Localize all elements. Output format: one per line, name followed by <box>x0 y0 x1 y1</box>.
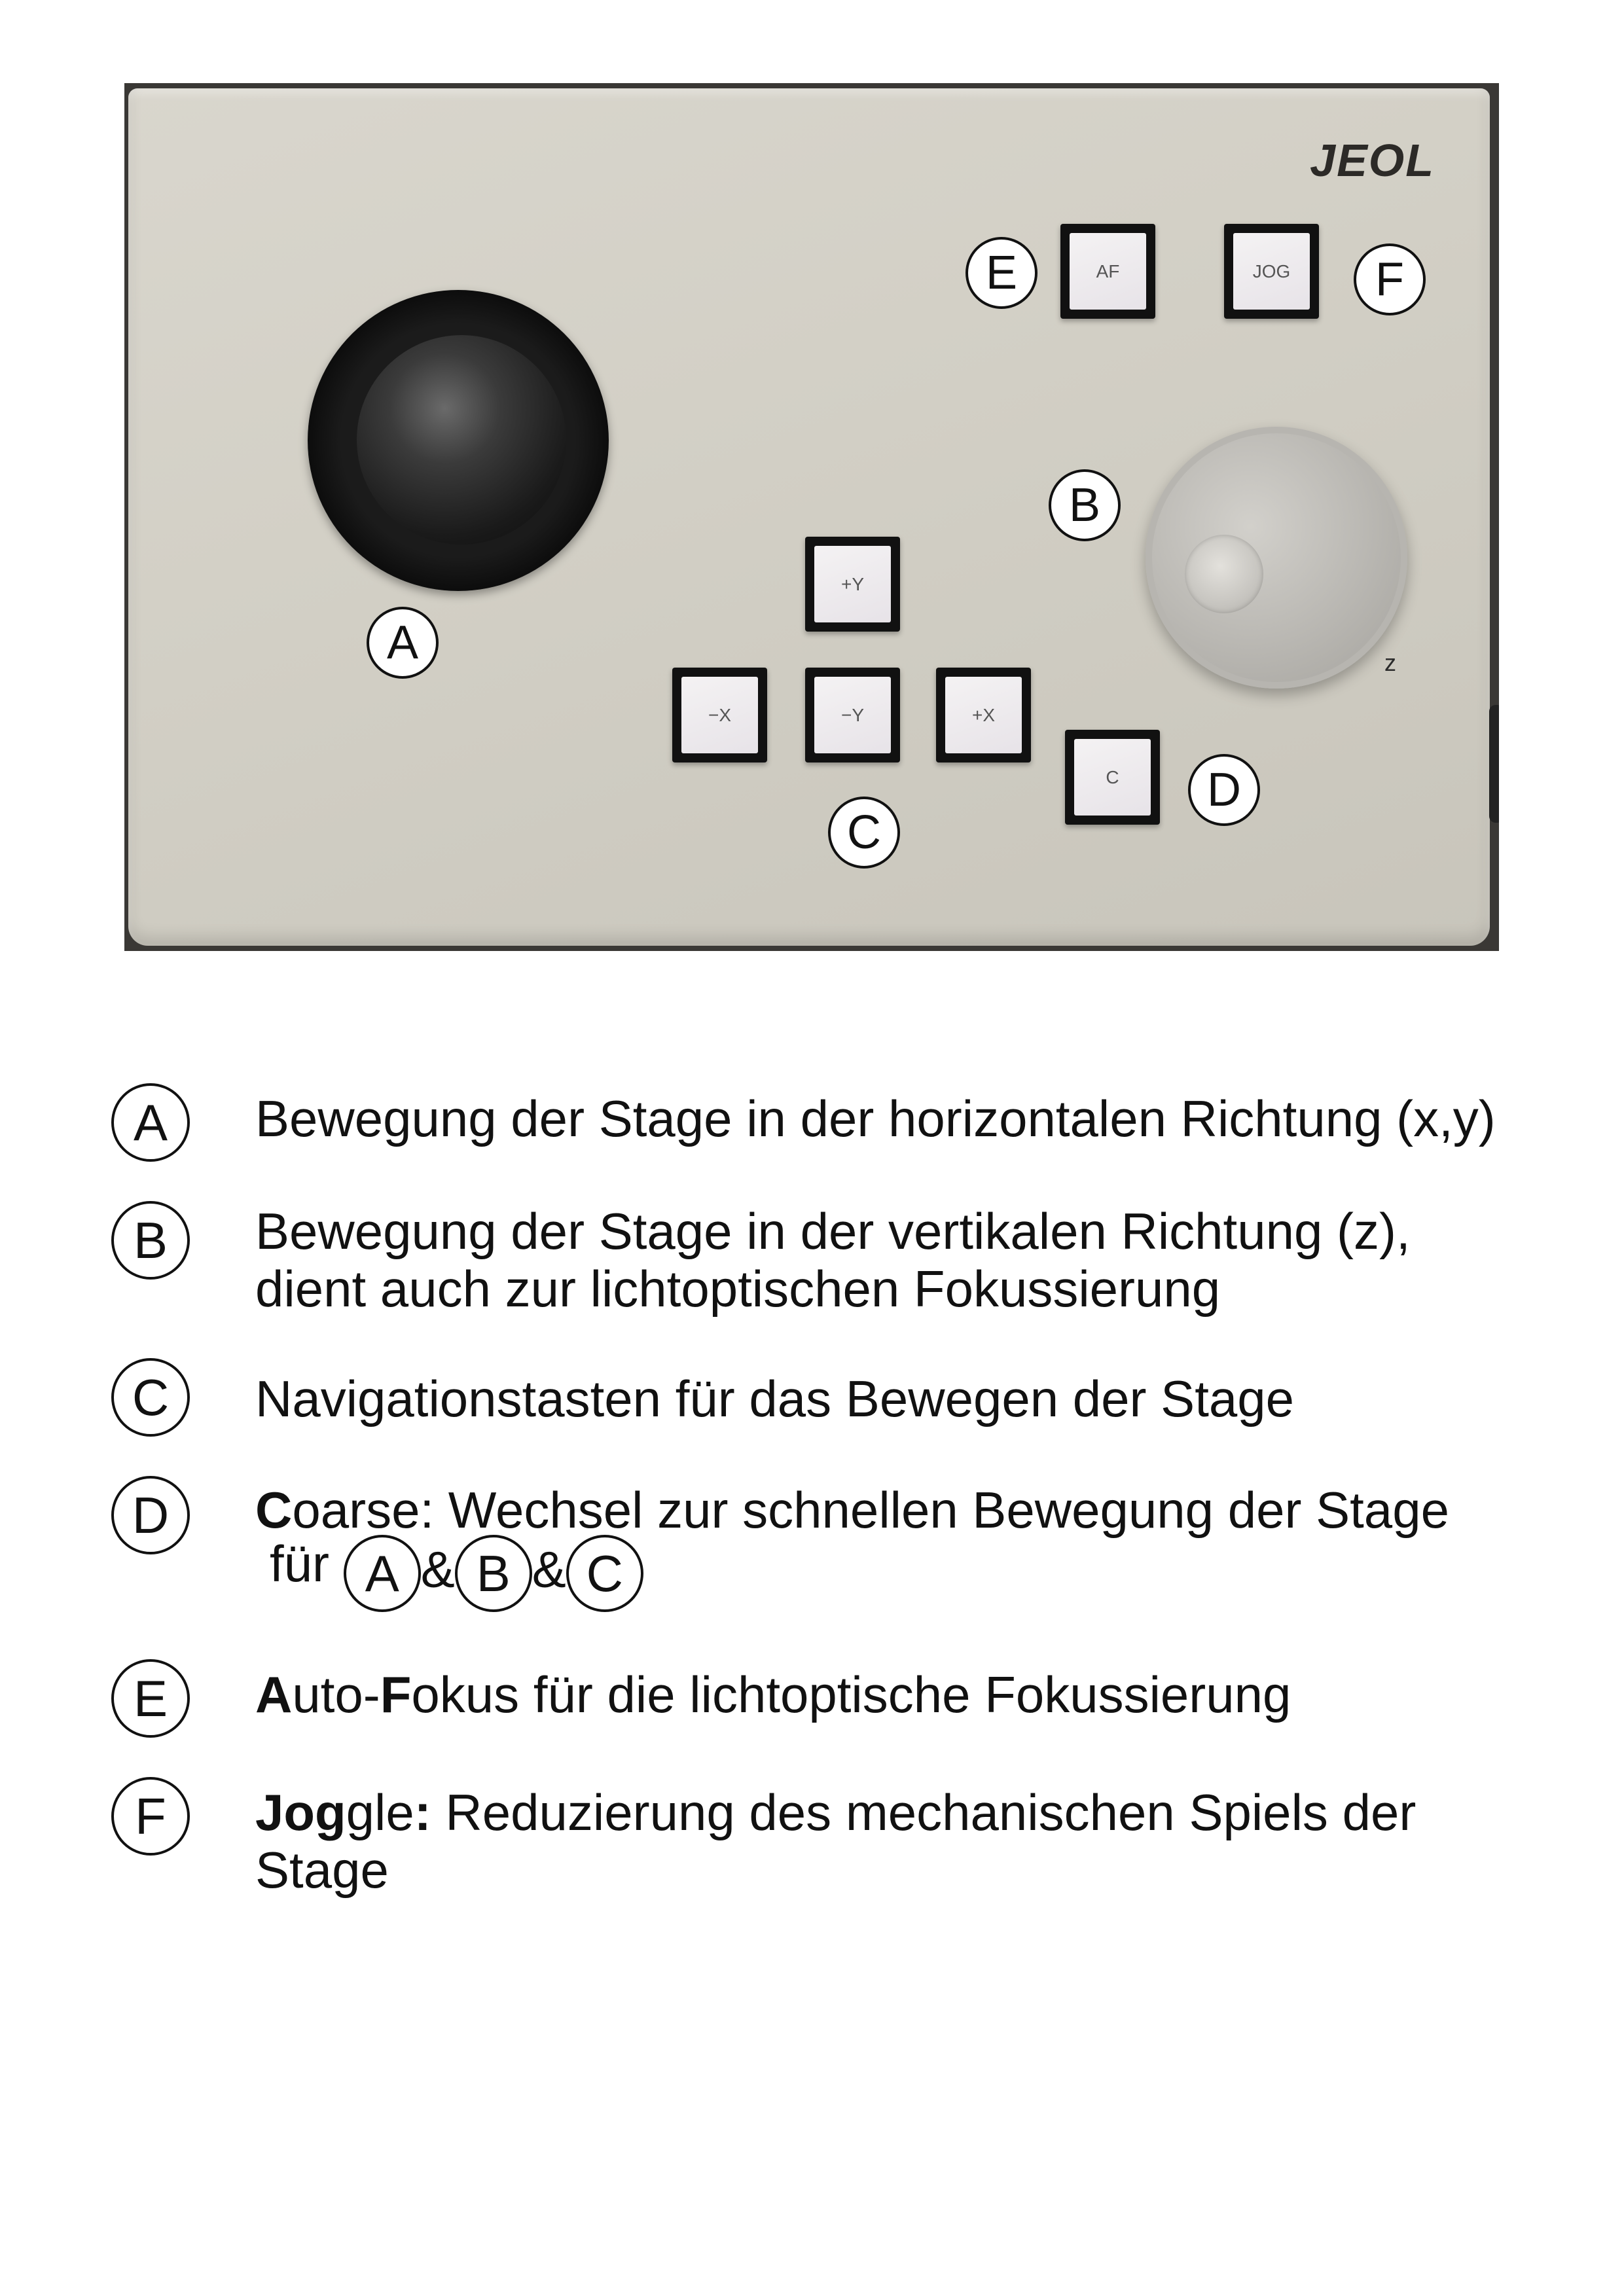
legend-letter-b: B <box>111 1201 190 1280</box>
minus-y-key-label: −Y <box>814 677 891 753</box>
legend-d-bold: C <box>255 1481 293 1539</box>
callout-b: B <box>1049 469 1121 541</box>
legend-d-rest: oarse: Wechsel zur schnellen Bewegung der Stage <box>292 1481 1449 1539</box>
z-axis-label: z <box>1384 649 1396 676</box>
legend-text-f-line1 <box>255 1784 1416 1841</box>
cable <box>1489 705 1499 823</box>
legend-d-fuer: für <box>270 1535 330 1592</box>
legend-text-d <box>255 1481 1449 1612</box>
legend-d-amp1: & <box>420 1540 455 1598</box>
legend-text-b-line1: Bewegung der Stage in der vertikalen Richtung (z), <box>255 1202 1411 1260</box>
legend-item-c <box>111 1358 1591 1443</box>
plus-x-key[interactable] <box>936 668 1031 762</box>
legend-text-c: Navigationstasten für das Bewegen der Stage <box>255 1370 1295 1427</box>
callout-f: F <box>1354 243 1426 315</box>
legend-letter-c: C <box>111 1358 190 1437</box>
knob-dimple <box>1185 535 1263 613</box>
callout-a: A <box>367 607 439 679</box>
minus-x-key[interactable] <box>672 668 767 762</box>
legend-item-a <box>111 1083 1591 1168</box>
af-key[interactable] <box>1060 224 1155 319</box>
legend-letter-f: F <box>111 1777 190 1856</box>
jog-key[interactable] <box>1224 224 1319 319</box>
legend-letter-e: E <box>111 1659 190 1738</box>
legend-item-d <box>111 1476 1591 1626</box>
legend-text-a: Bewegung der Stage in der horizontalen Richtung (x,y) <box>255 1090 1496 1147</box>
legend-d-ref-c: C <box>566 1535 643 1612</box>
jeol-logo: JEOL <box>1310 135 1435 186</box>
legend-letter-a: A <box>111 1083 190 1162</box>
legend-e-rest: okus für die lichtoptische Fokussierung <box>411 1666 1291 1723</box>
minus-y-key[interactable] <box>805 668 900 762</box>
af-key-label: AF <box>1070 233 1146 310</box>
legend-e-bold2: F <box>380 1666 412 1723</box>
legend-d-ref-b: B <box>455 1535 532 1612</box>
minus-x-key-label: −X <box>681 677 758 753</box>
callout-d: D <box>1188 754 1260 826</box>
coarse-key-label: C <box>1074 739 1151 816</box>
z-knob[interactable] <box>1146 427 1407 689</box>
legend-text-e <box>255 1666 1291 1723</box>
legend-e-mid: uto- <box>292 1666 380 1723</box>
legend-f-bold1: Jog <box>255 1784 346 1841</box>
legend-text-f-line2: Stage <box>255 1841 389 1899</box>
plus-x-key-label: +X <box>945 677 1022 753</box>
legend-text-d-line1 <box>255 1481 1449 1539</box>
controller-photo <box>124 83 1499 951</box>
legend-d-ref-a: A <box>344 1535 421 1612</box>
legend-e-bold1: A <box>255 1666 293 1723</box>
legend-item-f <box>111 1777 1591 1908</box>
coarse-key[interactable] <box>1065 730 1160 825</box>
legend-f-rest: Reduzierung des mechanischen Spiels der <box>431 1784 1416 1841</box>
legend-f-bold2: : <box>414 1784 431 1841</box>
callout-e: E <box>965 237 1038 309</box>
legend-item-e <box>111 1659 1591 1744</box>
plus-y-key-label: +Y <box>814 546 891 622</box>
jog-key-label: JOG <box>1233 233 1310 310</box>
legend-d-amp2: & <box>532 1540 566 1598</box>
legend-f-mid: gle <box>346 1784 414 1841</box>
callout-c: C <box>828 797 900 869</box>
plus-y-key[interactable] <box>805 537 900 632</box>
legend-text-b <box>255 1202 1411 1318</box>
legend-item-b <box>111 1201 1591 1332</box>
trackball[interactable] <box>357 335 566 545</box>
legend-text-f <box>255 1784 1416 1899</box>
legend-letter-d: D <box>111 1476 190 1554</box>
legend-text-d-line2 <box>270 1535 1449 1612</box>
legend-text-b-line2: dient auch zur lichtoptischen Fokussierung <box>255 1260 1221 1318</box>
